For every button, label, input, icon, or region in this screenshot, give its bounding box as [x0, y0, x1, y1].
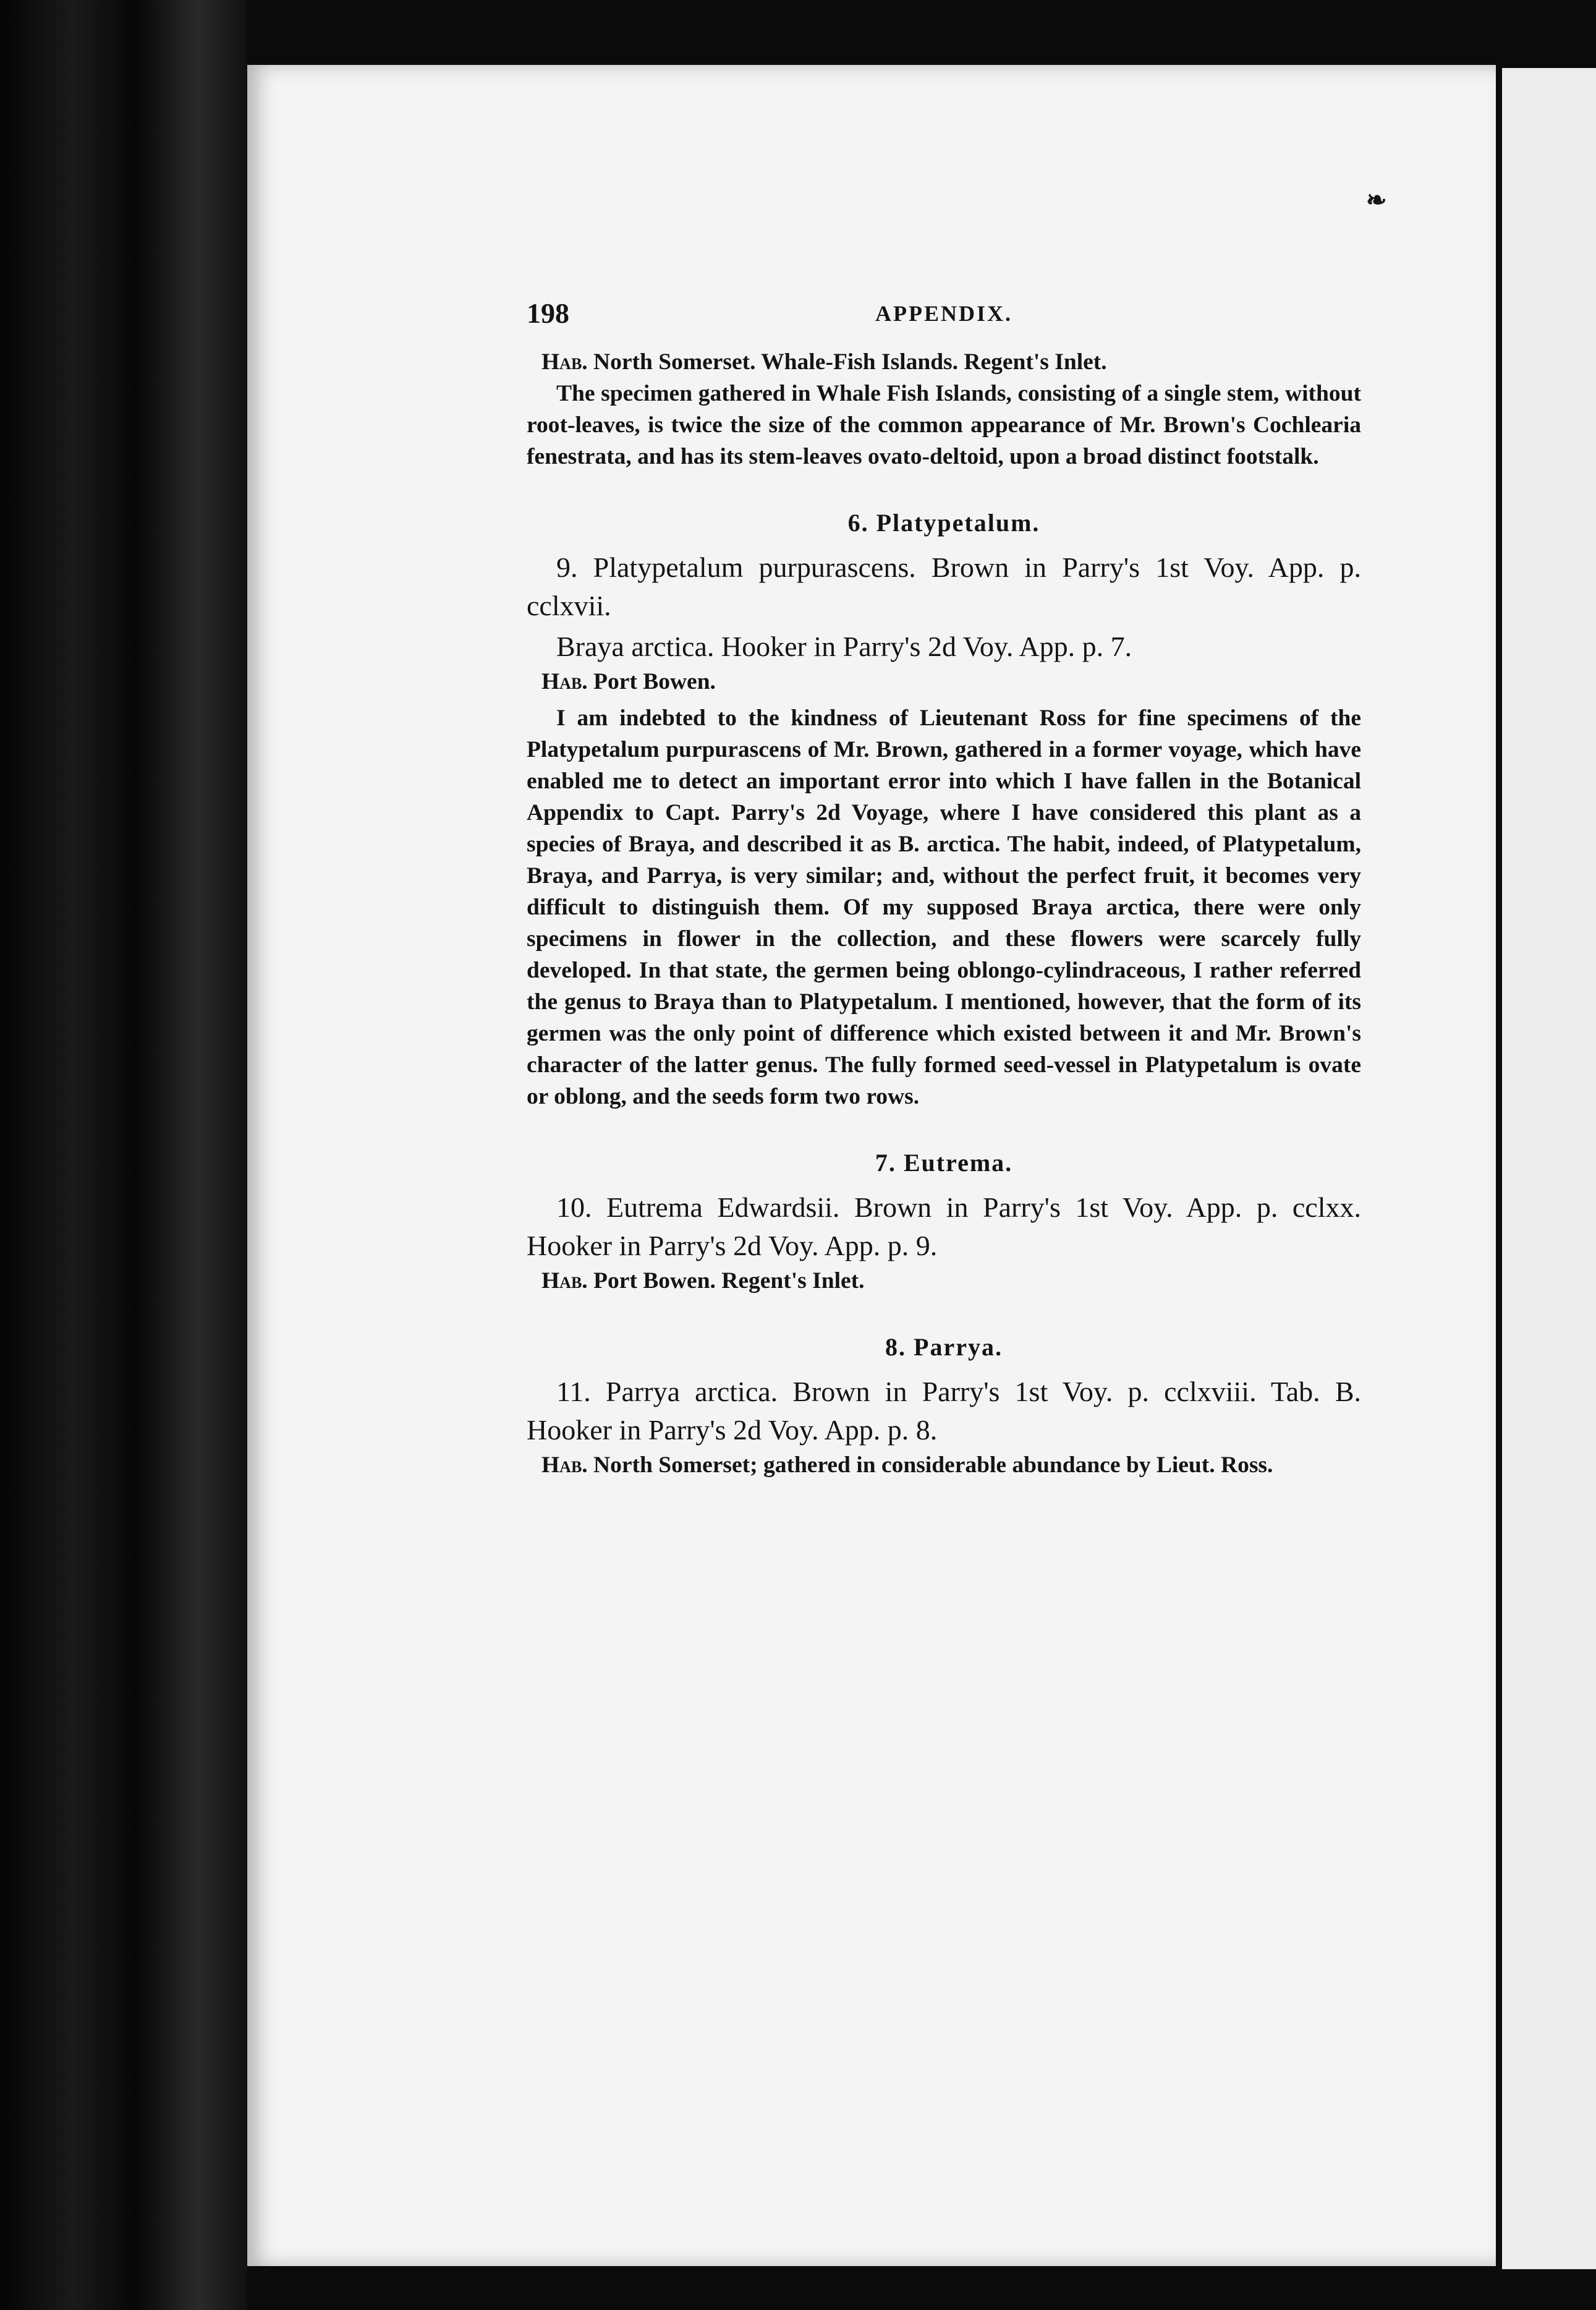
running-head: [527, 297, 1361, 340]
habitat-line: [527, 1265, 1361, 1297]
section-heading-platypetalum: 6. Platypetalum.: [847, 509, 1040, 537]
book-gutter: [0, 0, 247, 2310]
facing-page-strip: [1502, 68, 1596, 2269]
habitat-label: Hab.: [541, 1268, 588, 1294]
paragraph-indebted: I am indebted to the kindness of Lieutenant Ross for fine specimens of the Platypetalum purpurascens of Mr. Brown, gathered in a former voyage, which have enabled me to detect an important error into which I have fallen in the Botanical Appendix to Capt. Parry's 2d Voyage, where I have considered this plant as a species of Braya, and described it as B. arctica. The habit, indeed, of Platypetalum, Braya, and Parrya, is very similar; and, without the perfect fruit, it becomes very difficult to distinguish them. Of my supposed Braya arctica, there were only specimens in flower in the collection, and these flowers were scarcely fully developed. In that state, the germen being oblongo-cylindraceous, I rather referred the genus to Braya than to Platypetalum. I mentioned, however, that the form of its germen was the only point of difference which existed between it and Mr. Brown's character of the latter genus. The fully formed seed-vessel in Platypetalum is ovate or oblong, and the seeds form two rows.: [527, 705, 1361, 1109]
habitat-line: [527, 666, 1361, 697]
habitat-text: North Somerset. Whale-Fish Islands. Regent's Inlet.: [587, 349, 1107, 375]
species-entry-9: 9. Platypetalum purpurascens. Brown in Parry's 1st Voy. App. p. cclxvii.: [527, 552, 1361, 621]
section-heading-eutrema: 7. Eutrema.: [875, 1149, 1013, 1177]
habitat-line: [527, 346, 1361, 378]
stray-mark: ❧: [1366, 186, 1387, 214]
habitat-text: Port Bowen.: [587, 669, 716, 694]
species-entry-10: 10. Eutrema Edwardsii. Brown in Parry's 1st Voy. App. p. cclxx. Hooker in Parry's 2d Voy. App. p. 9.: [527, 1191, 1361, 1261]
section-heading-parrya: 8. Parrya.: [885, 1333, 1003, 1361]
habitat-label: Hab.: [541, 669, 588, 694]
text-block: [527, 297, 1361, 1481]
habitat-text: Port Bowen. Regent's Inlet.: [587, 1268, 865, 1294]
running-title: APPENDIX.: [875, 301, 1012, 326]
synonym-entry-9: Braya arctica. Hooker in Parry's 2d Voy. App. p. 7.: [556, 631, 1132, 662]
habitat-label: Hab.: [541, 1452, 588, 1478]
paragraph-specimen: The specimen gathered in Whale Fish Islands, consisting of a single stem, without root-leaves, is twice the size of the common appearance of Mr. Brown's Cochlearia fenestrata, and has its stem-leaves ovato-deltoid, upon a broad distinct footstalk.: [527, 381, 1361, 469]
species-entry-11: 11. Parrya arctica. Brown in Parry's 1st Voy. p. cclxviii. Tab. B. Hooker in Parry's 2d Voy. App. p. 8.: [527, 1376, 1361, 1446]
habitat-text: North Somerset; gathered in considerable abundance by Lieut. Ross.: [587, 1452, 1273, 1478]
habitat-line: [527, 1449, 1361, 1481]
page-number: 198: [527, 297, 569, 329]
habitat-label: Hab.: [541, 349, 588, 375]
